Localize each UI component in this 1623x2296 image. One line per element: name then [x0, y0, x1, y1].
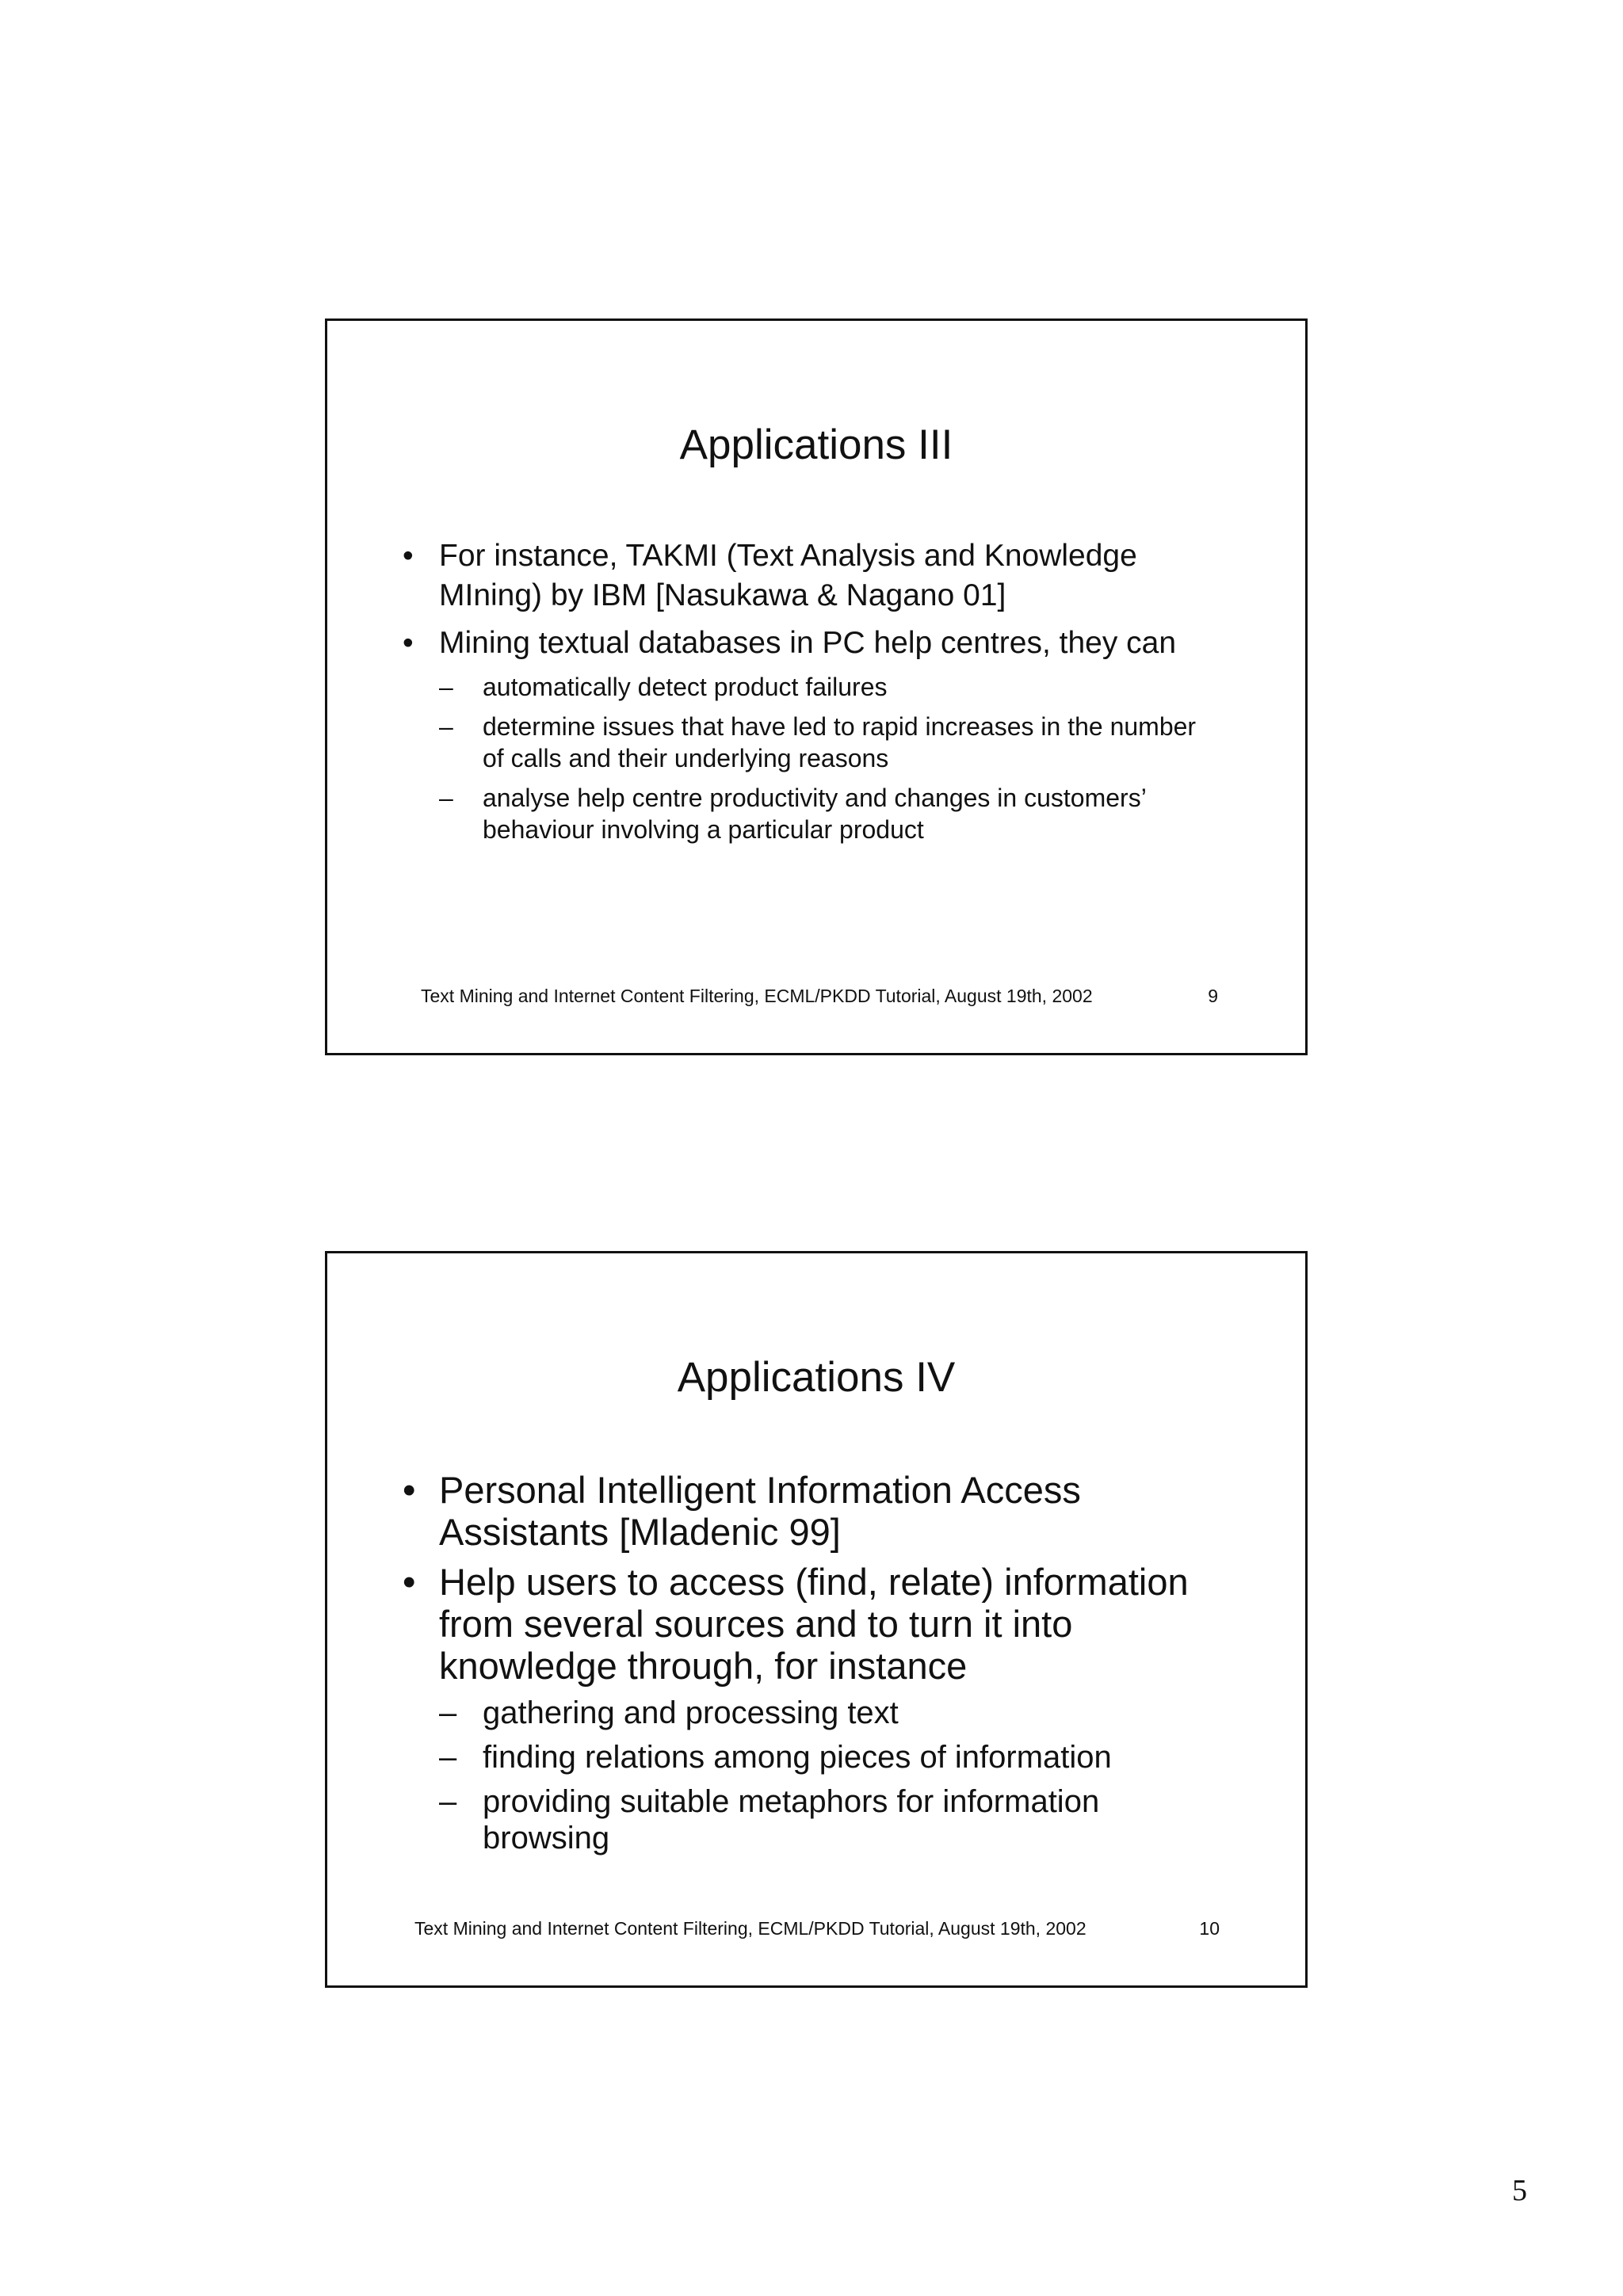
footer-text: Text Mining and Internet Content Filtering, ECML/PKDD Tutorial, August 19th, 2002	[414, 1918, 1086, 1939]
sub-list	[403, 1695, 1218, 1856]
slide-title: Applications III	[679, 421, 953, 468]
dash-icon: –	[439, 673, 453, 701]
footer-text: Text Mining and Internet Content Filtering, ECML/PKDD Tutorial, August 19th, 2002	[421, 986, 1093, 1006]
dash-icon: –	[439, 784, 453, 812]
slide-applications-iii	[325, 318, 1308, 1055]
bullet-item	[403, 624, 1218, 663]
bullet-item	[403, 536, 1218, 616]
sub-list-container	[403, 1695, 1218, 1856]
sub-list	[403, 671, 1218, 845]
sub-list-container	[403, 671, 1218, 845]
page-number: 5	[1512, 2174, 1527, 2207]
bullet-list	[403, 536, 1218, 853]
sub-item	[403, 671, 1218, 703]
bullet-icon: •	[403, 1469, 416, 1511]
sub-item-text: gathering and processing text	[483, 1695, 899, 1730]
sub-item	[403, 711, 1218, 774]
sub-item-text: determine issues that have led to rapid increases in the number of calls and their underlying reasons	[483, 712, 1197, 772]
bullet-text: Personal Intelligent Information Access Assistants [Mladenic 99]	[439, 1469, 1081, 1553]
sub-item	[403, 782, 1218, 845]
slide-number: 9	[1208, 986, 1218, 1006]
dash-icon: –	[439, 1784, 457, 1819]
slide-footer	[421, 985, 1218, 1007]
sub-item-text: automatically detect product failures	[483, 673, 888, 701]
sub-item	[403, 1783, 1218, 1856]
sub-item-text: providing suitable metaphors for information browsing	[483, 1784, 1100, 1855]
bullet-icon: •	[403, 539, 414, 573]
slide-footer	[414, 1917, 1220, 1939]
bullet-icon: •	[403, 626, 414, 660]
sub-item	[403, 1739, 1218, 1775]
sub-item-text: analyse help centre productivity and changes in customers’ behaviour involving a particular product	[483, 784, 1146, 844]
bullet-text: Mining textual databases in PC help centres, they can	[439, 626, 1177, 660]
dash-icon: –	[439, 1740, 457, 1775]
slide-applications-iv	[325, 1251, 1308, 1988]
slide-title: Applications IV	[677, 1354, 956, 1401]
sub-item	[403, 1695, 1218, 1731]
bullet-item	[403, 1469, 1218, 1553]
bullet-icon: •	[403, 1561, 416, 1603]
dash-icon: –	[439, 712, 453, 741]
dash-icon: –	[439, 1695, 457, 1730]
slide-number: 10	[1199, 1918, 1220, 1939]
bullet-text: Help users to access (find, relate) information from several sources and to turn it into knowledge through, for instance	[439, 1561, 1189, 1687]
sub-item-text: finding relations among pieces of information	[483, 1740, 1112, 1775]
bullet-list	[403, 1469, 1218, 1864]
bullet-text: For instance, TAKMI (Text Analysis and Knowledge MIning) by IBM [Nasukawa & Nagano 01]	[439, 539, 1137, 612]
bullet-item	[403, 1561, 1218, 1687]
